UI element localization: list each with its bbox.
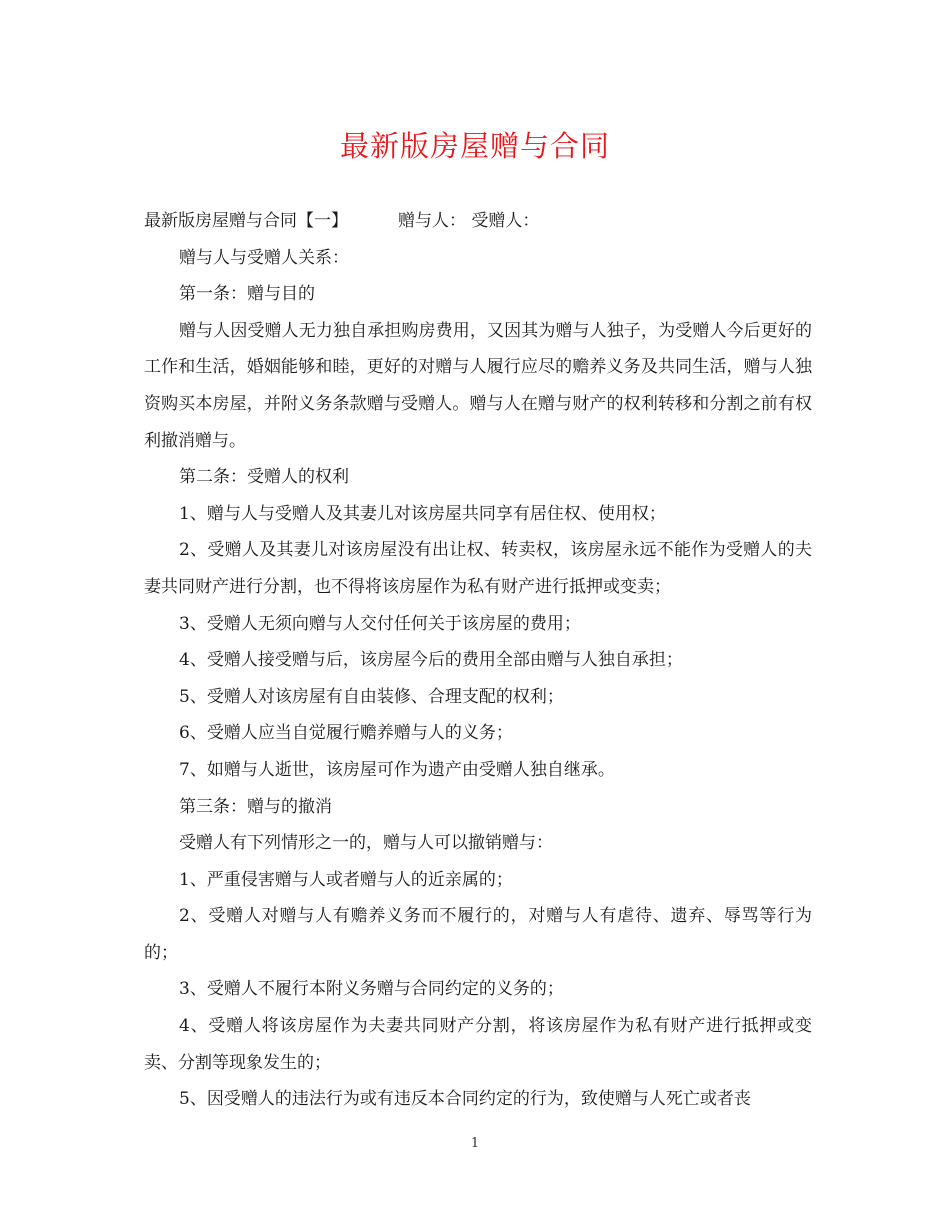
- document-body: [144, 203, 812, 1118]
- list-item: 5、因受赠人的违法行为或有违反本合同约定的行为，致使赠与人死亡或者丧: [179, 1089, 751, 1110]
- list-item: 4、受赠人将该房屋作为夫妻共同财产分割，将该房屋作为私有财产进行抵押或变卖、分割等现象发生的；: [144, 1016, 812, 1073]
- list-item: 7、如赠与人逝世，该房屋可作为遗产由受赠人独自继承。: [179, 759, 615, 780]
- list-item: 3、受赠人不履行本附义务赠与合同约定的义务的；: [179, 979, 564, 1000]
- intro-heading: 最新版房屋赠与合同【一】: [144, 211, 348, 231]
- intro-parties: 赠与人： 受赠人：: [398, 211, 540, 231]
- list-item: 6、受赠人应当自觉履行赡养赠与人的义务；: [179, 723, 513, 744]
- page-number: 1: [470, 1136, 480, 1151]
- paragraph: 受赠人有下列情形之一的，赠与人可以撤销赠与：: [179, 833, 553, 854]
- paragraph: 赠与人与受赠人关系：: [179, 247, 349, 268]
- article-heading: 第一条：赠与目的: [179, 284, 315, 305]
- list-item: 1、赠与人与受赠人及其妻儿对该房屋共同享有居住权、使用权；: [179, 503, 666, 524]
- list-item: 1、严重侵害赠与人或者赠与人的近亲属的；: [179, 869, 513, 890]
- list-item: 5、受赠人对该房屋有自由装修、合理支配的权利；: [179, 686, 564, 707]
- article-heading: 第二条：受赠人的权利: [179, 467, 349, 488]
- list-item: 2、受赠人及其妻儿对该房屋没有出让权、转卖权，该房屋永远不能作为受赠人的夫妻共同财产进行分割，也不得将该房屋作为私有财产进行抵押或变卖；: [144, 540, 812, 597]
- list-item: 3、受赠人无须向赠与人交付任何关于该房屋的费用；: [179, 613, 581, 634]
- list-item: 2、受赠人对赠与人有赡养义务而不履行的，对赠与人有虐待、遗弃、辱骂等行为的；: [144, 906, 812, 963]
- paragraph: 赠与人因受赠人无力独自承担购房费用，又因其为赠与人独子，为受赠人今后更好的工作和生活，婚姻能够和睦，更好的对赠与人履行应尽的赡养义务及共同生活，赠与人独资购买本房屋，并附义务条款赠与受赠人。赠与人在赠与财产的权利转移和分割之前有权利撤消赠与。: [144, 320, 812, 451]
- intro-line: [144, 203, 812, 240]
- document-title: 最新版房屋赠与合同: [339, 129, 610, 163]
- list-item: 4、受赠人接受赠与后，该房屋今后的费用全部由赠与人独自承担；: [179, 650, 683, 671]
- article-heading: 第三条：赠与的撤消: [179, 796, 332, 817]
